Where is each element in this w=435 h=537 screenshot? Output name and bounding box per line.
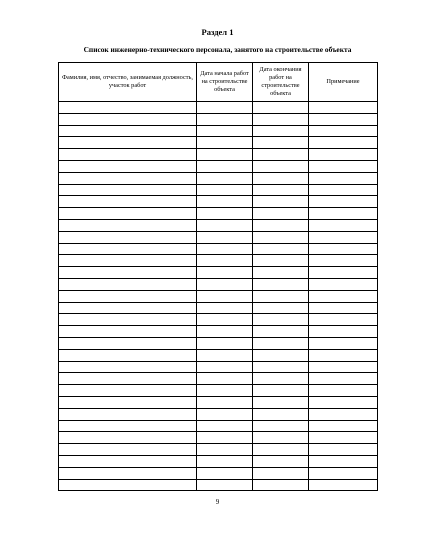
- table-cell[interactable]: [309, 479, 378, 491]
- table-row: [59, 208, 378, 220]
- table-cell[interactable]: [253, 102, 309, 114]
- table-cell[interactable]: [59, 125, 197, 137]
- table-cell[interactable]: [253, 137, 309, 149]
- table-cell[interactable]: [197, 479, 253, 491]
- table-cell[interactable]: [197, 314, 253, 326]
- table-cell[interactable]: [309, 396, 378, 408]
- table-cell[interactable]: [59, 160, 197, 172]
- table-row: [59, 255, 378, 267]
- table-cell[interactable]: [59, 113, 197, 125]
- table-cell[interactable]: [197, 102, 253, 114]
- table-cell[interactable]: [197, 396, 253, 408]
- table-cell[interactable]: [197, 184, 253, 196]
- table-cell[interactable]: [253, 373, 309, 385]
- table-row: [59, 196, 378, 208]
- table-cell[interactable]: [253, 278, 309, 290]
- table-cell[interactable]: [309, 361, 378, 373]
- table-cell[interactable]: [309, 125, 378, 137]
- table-cell[interactable]: [309, 385, 378, 397]
- table-cell[interactable]: [59, 208, 197, 220]
- section-title: Раздел 1: [201, 27, 234, 37]
- table-cell[interactable]: [59, 349, 197, 361]
- table-cell[interactable]: [59, 385, 197, 397]
- table-cell[interactable]: [59, 432, 197, 444]
- table-cell[interactable]: [59, 337, 197, 349]
- table-cell[interactable]: [197, 408, 253, 420]
- table-row: [59, 420, 378, 432]
- table-cell[interactable]: [197, 160, 253, 172]
- table-row: [59, 302, 378, 314]
- table-cell[interactable]: [309, 243, 378, 255]
- table-row: [59, 444, 378, 456]
- table-row: [59, 349, 378, 361]
- table-cell[interactable]: [309, 302, 378, 314]
- table-cell[interactable]: [59, 302, 197, 314]
- table-cell[interactable]: [253, 255, 309, 267]
- table-row: [59, 479, 378, 491]
- table-cell[interactable]: [253, 349, 309, 361]
- table-row: [59, 326, 378, 338]
- table-cell[interactable]: [253, 314, 309, 326]
- table-cell[interactable]: [59, 455, 197, 467]
- table-cell[interactable]: [197, 137, 253, 149]
- table-cell[interactable]: [253, 208, 309, 220]
- table-cell[interactable]: [59, 231, 197, 243]
- table-cell[interactable]: [309, 267, 378, 279]
- table-cell[interactable]: [197, 373, 253, 385]
- table-cell[interactable]: [197, 255, 253, 267]
- table-cell[interactable]: [59, 420, 197, 432]
- table-cell[interactable]: [59, 373, 197, 385]
- column-header-start-date: Дата начала работ на строительстве объекта: [197, 63, 253, 102]
- table-cell[interactable]: [309, 196, 378, 208]
- table-cell[interactable]: [253, 172, 309, 184]
- table-cell[interactable]: [197, 467, 253, 479]
- table-cell[interactable]: [253, 231, 309, 243]
- table-cell[interactable]: [59, 396, 197, 408]
- table-cell[interactable]: [197, 302, 253, 314]
- table-cell[interactable]: [59, 137, 197, 149]
- table-cell[interactable]: [309, 326, 378, 338]
- table-cell[interactable]: [253, 385, 309, 397]
- table-cell[interactable]: [309, 231, 378, 243]
- table-row: [59, 113, 378, 125]
- table-cell[interactable]: [309, 255, 378, 267]
- table-cell[interactable]: [197, 455, 253, 467]
- table-cell[interactable]: [59, 255, 197, 267]
- table-row: [59, 337, 378, 349]
- table-cell[interactable]: [59, 479, 197, 491]
- table-cell[interactable]: [59, 172, 197, 184]
- table-cell[interactable]: [309, 455, 378, 467]
- table-cell[interactable]: [59, 444, 197, 456]
- table-row: [59, 455, 378, 467]
- table-row: [59, 385, 378, 397]
- table-row: [59, 278, 378, 290]
- table-cell[interactable]: [253, 149, 309, 161]
- table-row: [59, 396, 378, 408]
- table-row: [59, 243, 378, 255]
- table-row: [59, 231, 378, 243]
- table-row: [59, 432, 378, 444]
- table-cell[interactable]: [309, 137, 378, 149]
- table-row: [59, 408, 378, 420]
- table-cell[interactable]: [197, 361, 253, 373]
- table-cell[interactable]: [309, 219, 378, 231]
- column-header-name-position: Фамилия, имя, отчество, занимаемая должность, участок работ: [59, 63, 197, 102]
- table-cell[interactable]: [197, 243, 253, 255]
- table-header-row: [59, 63, 378, 102]
- table-cell[interactable]: [309, 278, 378, 290]
- table-cell[interactable]: [309, 208, 378, 220]
- table-cell[interactable]: [309, 467, 378, 479]
- table-cell[interactable]: [253, 267, 309, 279]
- table-cell[interactable]: [253, 196, 309, 208]
- table-cell[interactable]: [197, 432, 253, 444]
- document-title: Список инженерно-технического персонала, занятого на строительстве объекта: [83, 45, 352, 54]
- table-cell[interactable]: [309, 349, 378, 361]
- table-cell[interactable]: [253, 326, 309, 338]
- table-cell[interactable]: [197, 196, 253, 208]
- table-cell[interactable]: [253, 408, 309, 420]
- table-cell[interactable]: [59, 149, 197, 161]
- table-cell[interactable]: [59, 219, 197, 231]
- column-header-note: Примечание: [309, 63, 378, 102]
- table-cell[interactable]: [59, 326, 197, 338]
- table-cell[interactable]: [197, 208, 253, 220]
- table-body: [59, 102, 378, 491]
- table-cell[interactable]: [59, 467, 197, 479]
- page-number: 9: [215, 498, 220, 506]
- personnel-table: [58, 62, 378, 491]
- table-cell[interactable]: [309, 149, 378, 161]
- table-row: [59, 314, 378, 326]
- table-cell[interactable]: [59, 278, 197, 290]
- table-cell[interactable]: [197, 385, 253, 397]
- table-cell[interactable]: [309, 432, 378, 444]
- table-cell[interactable]: [253, 219, 309, 231]
- table-cell[interactable]: [197, 267, 253, 279]
- table-cell[interactable]: [253, 113, 309, 125]
- table-cell[interactable]: [197, 172, 253, 184]
- table-cell[interactable]: [309, 102, 378, 114]
- table-cell[interactable]: [309, 337, 378, 349]
- table-cell[interactable]: [253, 243, 309, 255]
- table-cell[interactable]: [59, 290, 197, 302]
- table-cell[interactable]: [253, 160, 309, 172]
- table-cell[interactable]: [197, 290, 253, 302]
- table-row: [59, 361, 378, 373]
- table-cell[interactable]: [253, 184, 309, 196]
- table-cell[interactable]: [197, 113, 253, 125]
- table-cell[interactable]: [253, 432, 309, 444]
- table-cell[interactable]: [197, 219, 253, 231]
- table-cell[interactable]: [309, 444, 378, 456]
- table-cell[interactable]: [253, 467, 309, 479]
- table-row: [59, 373, 378, 385]
- table-cell[interactable]: [309, 314, 378, 326]
- table-cell[interactable]: [197, 149, 253, 161]
- table-cell[interactable]: [197, 420, 253, 432]
- table-cell[interactable]: [197, 278, 253, 290]
- table-row: [59, 290, 378, 302]
- table-cell[interactable]: [197, 349, 253, 361]
- table-cell[interactable]: [253, 455, 309, 467]
- table-cell[interactable]: [59, 267, 197, 279]
- table-row: [59, 172, 378, 184]
- table-cell[interactable]: [59, 196, 197, 208]
- table-cell[interactable]: [197, 444, 253, 456]
- table-cell[interactable]: [59, 243, 197, 255]
- table-row: [59, 137, 378, 149]
- table-row: [59, 467, 378, 479]
- table-cell[interactable]: [197, 125, 253, 137]
- table-cell[interactable]: [309, 290, 378, 302]
- table-cell[interactable]: [59, 102, 197, 114]
- table-cell[interactable]: [309, 408, 378, 420]
- table-cell[interactable]: [253, 337, 309, 349]
- table-cell[interactable]: [309, 172, 378, 184]
- table-row: [59, 125, 378, 137]
- table-cell[interactable]: [59, 408, 197, 420]
- table-cell[interactable]: [309, 373, 378, 385]
- table-row: [59, 219, 378, 231]
- table-cell[interactable]: [253, 420, 309, 432]
- table-cell[interactable]: [253, 125, 309, 137]
- table-cell[interactable]: [253, 302, 309, 314]
- table-cell[interactable]: [197, 326, 253, 338]
- table-row: [59, 184, 378, 196]
- table-cell[interactable]: [253, 361, 309, 373]
- table-cell[interactable]: [253, 290, 309, 302]
- table-row: [59, 149, 378, 161]
- table-row: [59, 160, 378, 172]
- table-cell[interactable]: [309, 160, 378, 172]
- table-cell[interactable]: [59, 314, 197, 326]
- table-cell[interactable]: [197, 337, 253, 349]
- table-cell[interactable]: [253, 444, 309, 456]
- table-row: [59, 267, 378, 279]
- table-cell[interactable]: [197, 231, 253, 243]
- table-cell[interactable]: [309, 420, 378, 432]
- table-cell[interactable]: [309, 184, 378, 196]
- table-cell[interactable]: [59, 361, 197, 373]
- table-cell[interactable]: [59, 184, 197, 196]
- table-cell[interactable]: [309, 113, 378, 125]
- table-cell[interactable]: [253, 479, 309, 491]
- table-cell[interactable]: [253, 396, 309, 408]
- table-row: [59, 102, 378, 114]
- column-header-end-date: Дата окончания работ на строительстве объекта: [253, 63, 309, 102]
